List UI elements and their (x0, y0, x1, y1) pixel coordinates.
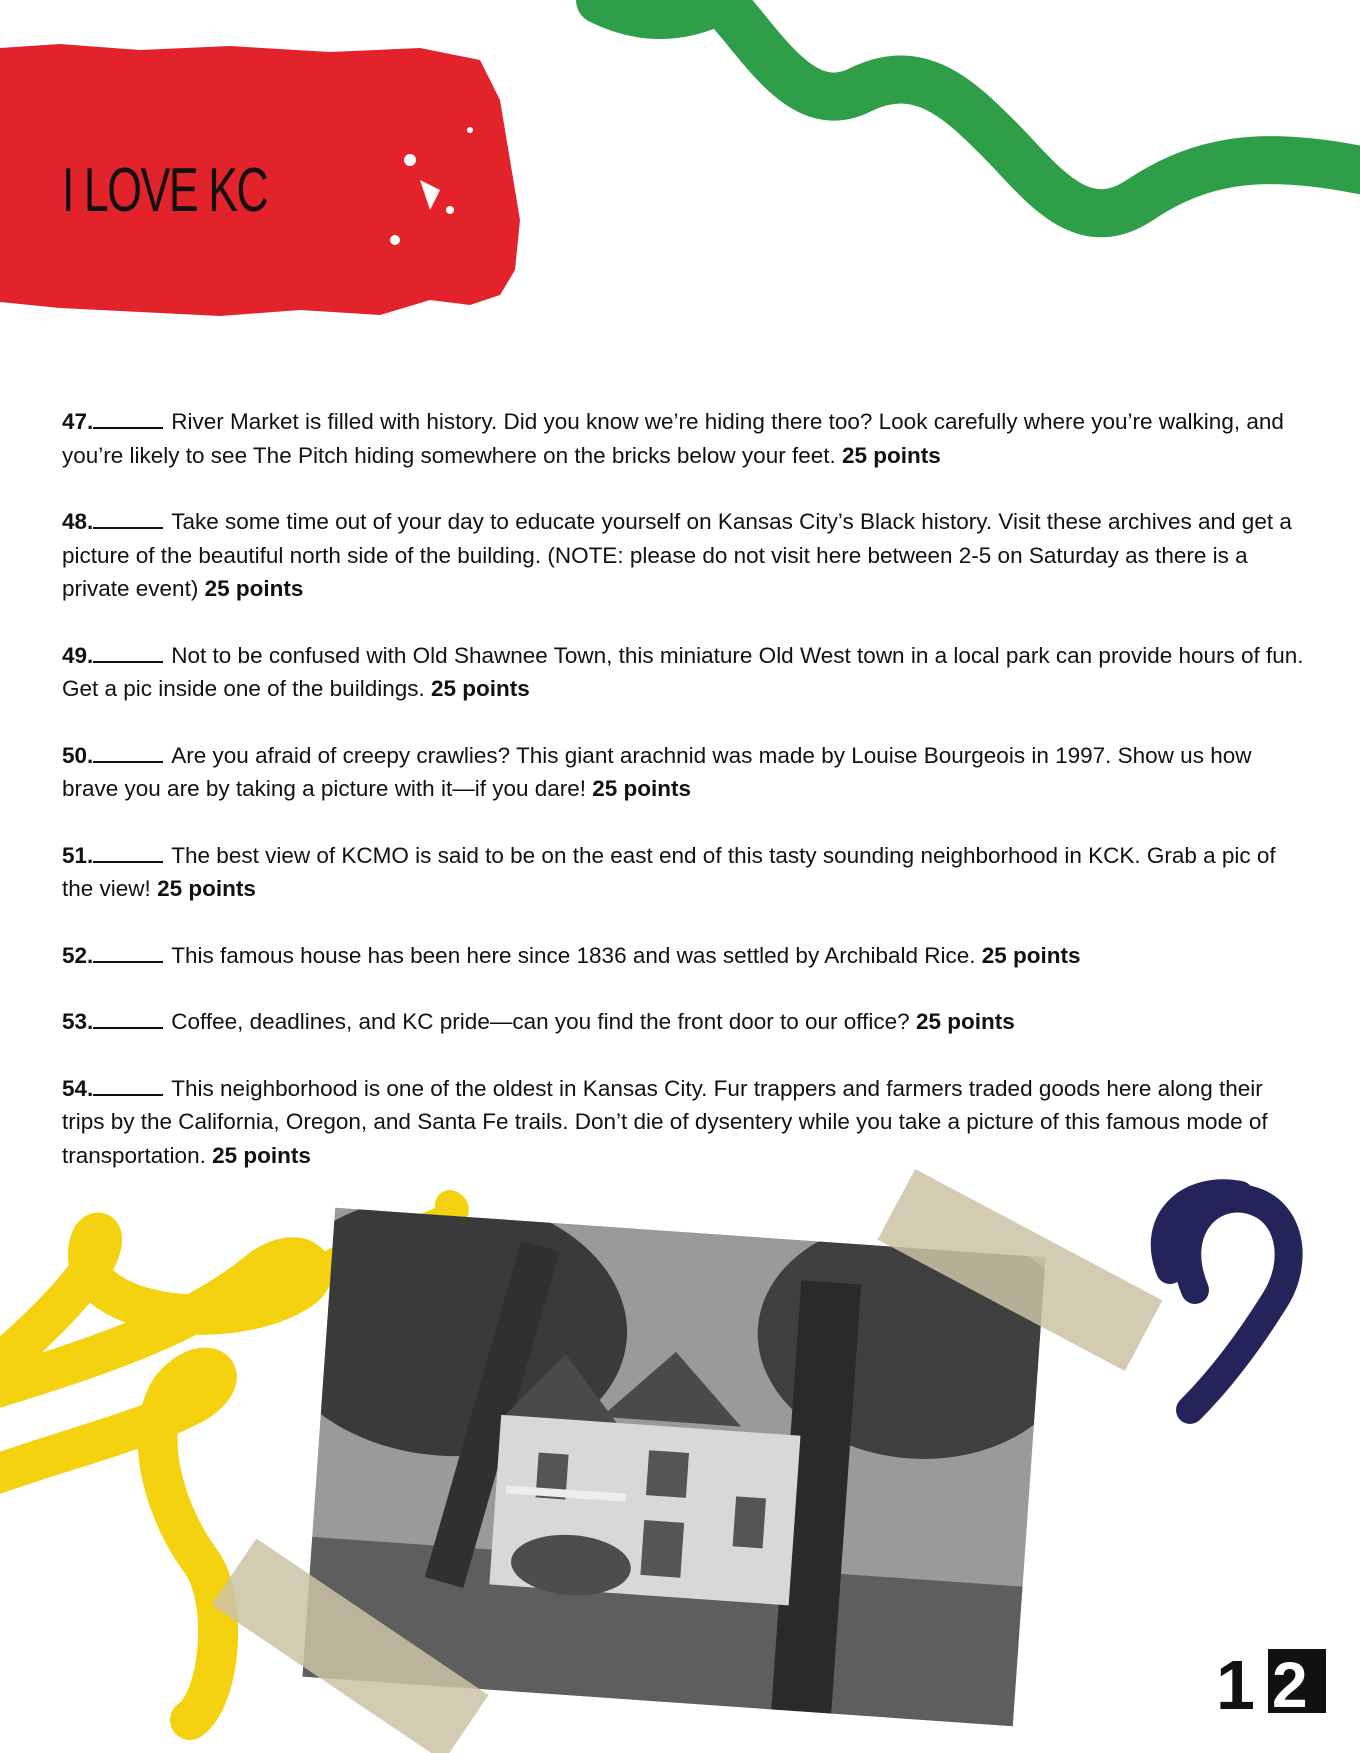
green-ribbon-decoration (0, 0, 1360, 300)
item-points: 25 points (212, 1142, 311, 1168)
answer-blank (93, 1075, 163, 1096)
item-points: 25 points (981, 942, 1081, 968)
house-illustration (302, 1208, 1045, 1727)
item-number: 54. (62, 1075, 94, 1101)
item-points: 25 points (204, 576, 304, 601)
answer-blank (93, 642, 163, 663)
item-number: 53. (62, 1009, 94, 1034)
item-text: This neighborhood is one of the oldest in Kansas City. Fur trappers and farmers traded goods here along their trips by the California, Oregon, and Santa Fe trails. Don’t die of dysentery while you take a picture of this famous mode of transportation. (62, 1075, 1268, 1168)
answer-blank (93, 408, 163, 429)
item-number: 51. (62, 842, 94, 868)
item-text: River Market is filled with history. Did you know we’re hiding there too? Look carefully where you’re walking, and you’re likely to see The Pitch hiding somewhere on the bricks below your feet. (62, 409, 1284, 468)
svg-text:2: 2 (1272, 1649, 1308, 1721)
answer-blank (93, 842, 163, 863)
item-number: 48. (62, 509, 94, 534)
answer-blank (93, 742, 163, 763)
answer-blank (93, 508, 163, 529)
list-item (62, 839, 1307, 906)
item-text: Are you afraid of creepy crawlies? This giant arachnid was made by Louise Bourgeois in 1997. Show us how brave you are by taking a picture with it—if you dare! (62, 742, 1252, 801)
answer-blank (93, 942, 163, 963)
list-item (62, 505, 1307, 606)
item-number: 52. (62, 942, 94, 968)
list-item (62, 405, 1307, 472)
page-title: I LOVE KC (62, 156, 268, 225)
item-text: Coffee, deadlines, and KC pride—can you find the front door to our office? (171, 1009, 910, 1034)
page-number-graphic (1210, 1643, 1330, 1723)
list-item (62, 1072, 1307, 1173)
page-number (1210, 1643, 1330, 1723)
item-points: 25 points (915, 1009, 1015, 1034)
item-text: Take some time out of your day to educate yourself on Kansas City’s Black history. Visit these archives and get a picture of the beautiful north side of the building. (NOTE: please do not visit here between 2-5 on Saturday as there is a private event) (62, 509, 1292, 601)
svg-text:1: 1 (1216, 1646, 1255, 1723)
item-number: 47. (62, 409, 94, 434)
answer-blank (93, 1008, 163, 1029)
item-points: 25 points (157, 876, 256, 901)
list-item (62, 1005, 1307, 1039)
item-points: 25 points (592, 776, 692, 801)
item-text: The best view of KCMO is said to be on the east end of this tasty sounding neighborhood in KCK. Grab a pic of the view! (62, 842, 1276, 901)
list-item (62, 939, 1307, 973)
historic-house-photo (302, 1208, 1045, 1727)
scavenger-items-list (62, 405, 1307, 1205)
item-number: 50. (62, 742, 94, 768)
list-item (62, 739, 1307, 806)
item-points: 25 points (842, 442, 941, 468)
item-text: This famous house has been here since 1836 and was settled by Archibald Rice. (171, 942, 976, 968)
item-points: 25 points (431, 676, 530, 701)
list-item (62, 639, 1307, 706)
item-number: 49. (62, 642, 94, 668)
item-text: Not to be confused with Old Shawnee Town, this miniature Old West town in a local park can provide hours of fun. Get a pic inside one of the buildings. (62, 642, 1304, 701)
